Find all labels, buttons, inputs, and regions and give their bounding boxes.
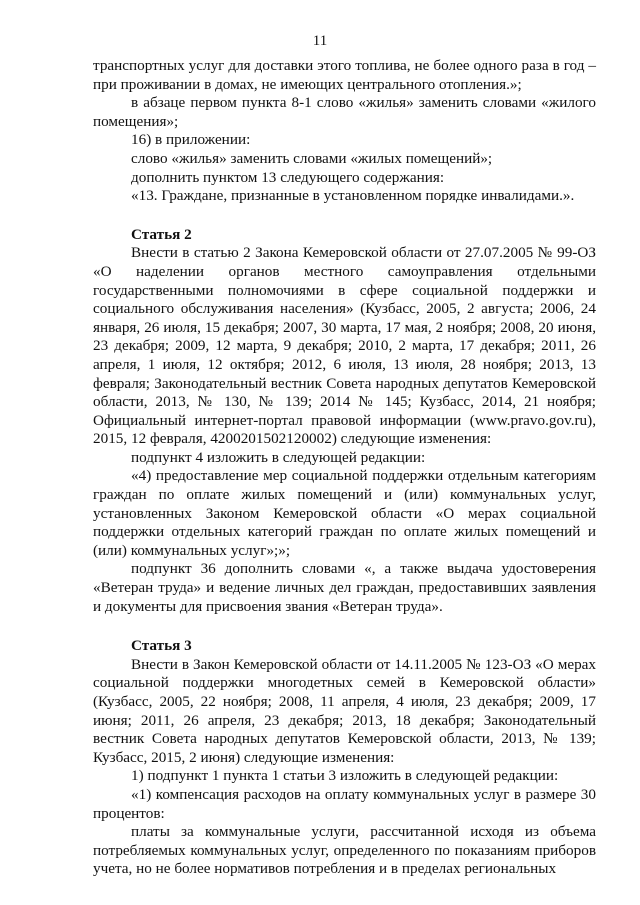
paragraph-point-13-text: «13. Граждане, признанные в установленном порядке инвалидами.». xyxy=(131,187,575,205)
article-3-paragraph: Внести в Закон Кемеровской области от 14.11.2005 № 123-ОЗ «О мерах социальной поддержки многодетных семей в Кемеровской области» (Кузбасс, 2005, 22 ноября; 2008, 11 апреля, 4 июля, 23 декабря; 2009, 17 июня; 2011, 26 апреля, 23 декабря; 2013, 18 декабря; Законодательный вестник Совета народных депутатов Кемеровской области, 2013, № 139; Кузбасс, 2015, 2 июня) следующие изменения: xyxy=(93,655,596,766)
page-number: 11 xyxy=(312,33,328,49)
article-2-heading: Статья 2 xyxy=(131,225,192,243)
article-2-paragraph: подпункт 36 дополнить словами «, а также выдача удостоверения «Ветеран труда» и ведение личных дел граждан, предоставивших заявления и документы для присвоения звания «Ветеран труда». xyxy=(93,560,596,615)
document-body xyxy=(93,57,596,879)
article-2-paragraph: подпункт 4 изложить в следующей редакции: xyxy=(131,448,426,466)
article-2-paragraph: «4) предоставление мер социальной поддержки отдельным категориям граждан по оплате жилых помещений и (или) коммунальных услуг, установленных Законом Кемеровской области «О мерах социальной поддержки отдельных категорий граждан по оплате жилых помещений и (или) коммунальных услуг»;»; xyxy=(93,467,596,559)
paragraph-continuation: транспортных услуг для доставки этого топлива, не более одного раза в год – при проживании в домах, не имеющих центрального отопления.»; xyxy=(93,57,596,93)
article-3-heading: Статья 3 xyxy=(131,637,192,655)
article-3-paragraph: платы за коммунальные услуги, рассчитанной исходя из объема потребляемых коммунальных услуг, определенного по показаниям приборов учета, но не более нормативов потребления и в пределах региональных xyxy=(93,823,596,878)
section-spacer xyxy=(93,616,596,637)
paragraph-replace-word: слово «жилья» заменить словами «жилых помещений»; xyxy=(131,149,493,167)
article-3-paragraph: «1) компенсация расходов на оплату коммунальных услуг в размере 30 процентов: xyxy=(93,785,596,822)
section-spacer xyxy=(93,206,596,226)
paragraph-add-point-13: дополнить пунктом 13 следующего содержания: xyxy=(131,168,445,186)
paragraph-item-16: 16) в приложении: xyxy=(131,131,251,149)
article-3-paragraph: 1) подпункт 1 пункта 1 статьи 3 изложить в следующей редакции: xyxy=(131,767,559,785)
article-2-paragraph: Внести в статью 2 Закона Кемеровской области от 27.07.2005 № 99-ОЗ «О наделении органов местного самоуправления отдельными государственными полномочиями в сфере социальной поддержки и социального обслуживания населения» (Кузбасс, 2005, 2 августа; 2006, 24 января, 26 июля, 15 декабря; 2007, 30 марта, 17 мая, 2 ноября; 2008, 20 июня, 23 декабря; 2009, 12 марта, 9 декабря; 2010, 2 марта, 17 декабря; 2011, 26 апреля, 1 июля, 12 октября; 2012, 6 июля, 13 июля, 28 ноября; 2013, 13 февраля; Законодательный вестник Совета народных депутатов Кемеровской области, 2013, № 130, № 139; 2014 № 145; Кузбасс, 2014, 21 ноября; Официальный интернет-портал правовой информации (www.pravo.gov.ru), 2015, 12 февраля, 4200201502120002) следующие изменения: xyxy=(93,244,596,448)
paragraph-amendment-8-1: в абзаце первом пункта 8-1 слово «жилья» заменить словами «жилого помещения»; xyxy=(93,94,596,130)
